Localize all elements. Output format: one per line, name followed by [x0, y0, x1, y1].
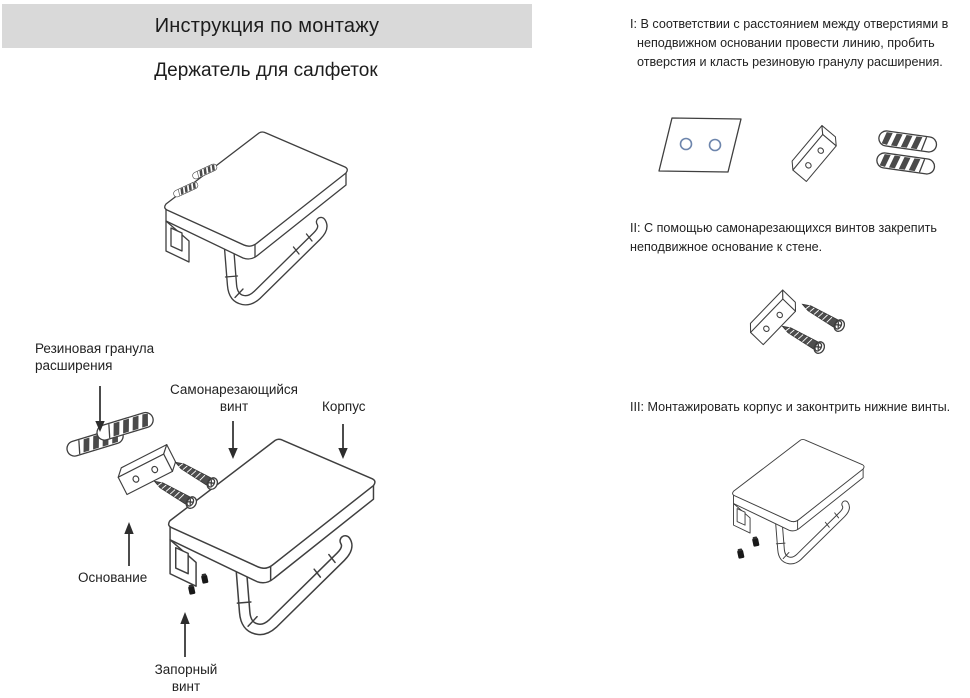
locking-screw-icon [737, 548, 745, 559]
header-bar [2, 4, 532, 48]
rubber-dowel-icon [65, 427, 125, 458]
locking-screw-icon [201, 573, 209, 584]
exploded-view-drawing [65, 411, 375, 630]
callout-arrows [95, 386, 347, 657]
rubber-dowel-icon [95, 411, 155, 442]
assembled-holder [733, 439, 864, 560]
callout-arrow-up-icon [180, 612, 189, 657]
base-part [115, 445, 179, 495]
product-subtitle: Держатель для салфеток [154, 60, 378, 81]
step1-text: I: В соответствии с расстоянием между отверстиями в неподвижном основании провести линию, пробить отверстия и класть резиновую гранулу расширения. [630, 17, 949, 69]
callout-self-tapping-screw: Самонарезающийся винт [170, 382, 298, 414]
base-part [788, 126, 840, 182]
assembled-holder-drawing [165, 132, 348, 300]
callout-locking-screw: Запорный винт [154, 662, 218, 694]
inserted-screw-icon [191, 163, 218, 180]
page-title: Инструкция по монтажу [154, 14, 380, 37]
self-tapping-screw-icon [152, 476, 199, 510]
base-part [746, 290, 800, 345]
step1-illustration [659, 118, 937, 181]
locking-screw-icon [188, 584, 196, 595]
callout-base: Основание [78, 570, 148, 585]
wall-plate [659, 118, 741, 172]
drilled-hole-icon [710, 140, 721, 151]
callout-body: Корпус [322, 399, 366, 414]
self-tapping-screw-icon [780, 321, 827, 355]
drilled-hole-icon [681, 139, 692, 150]
self-tapping-screw-icon [800, 299, 847, 333]
body-part [169, 439, 375, 629]
step3-illustration [733, 439, 864, 560]
callout-arrow-down-icon [338, 424, 347, 459]
step2-illustration [746, 290, 846, 355]
inserted-screw-icon [172, 181, 199, 198]
step2-text: II: С помощью самонарезающихся винтов закрепить неподвижное основание к стене. [630, 221, 937, 254]
self-tapping-screw-icon [173, 457, 220, 491]
callout-arrow-down-icon [228, 421, 237, 459]
locking-screw-icon [752, 536, 760, 547]
callout-arrow-up-icon [124, 522, 133, 566]
callout-rubber-granule: Резиновая гранула расширения [35, 341, 155, 373]
rubber-dowel-icon [878, 130, 938, 153]
step3-text: III: Монтажировать корпус и законтрить нижние винты. [630, 400, 951, 414]
rubber-dowel-icon [876, 152, 936, 175]
callout-arrow-down-icon [95, 386, 104, 432]
